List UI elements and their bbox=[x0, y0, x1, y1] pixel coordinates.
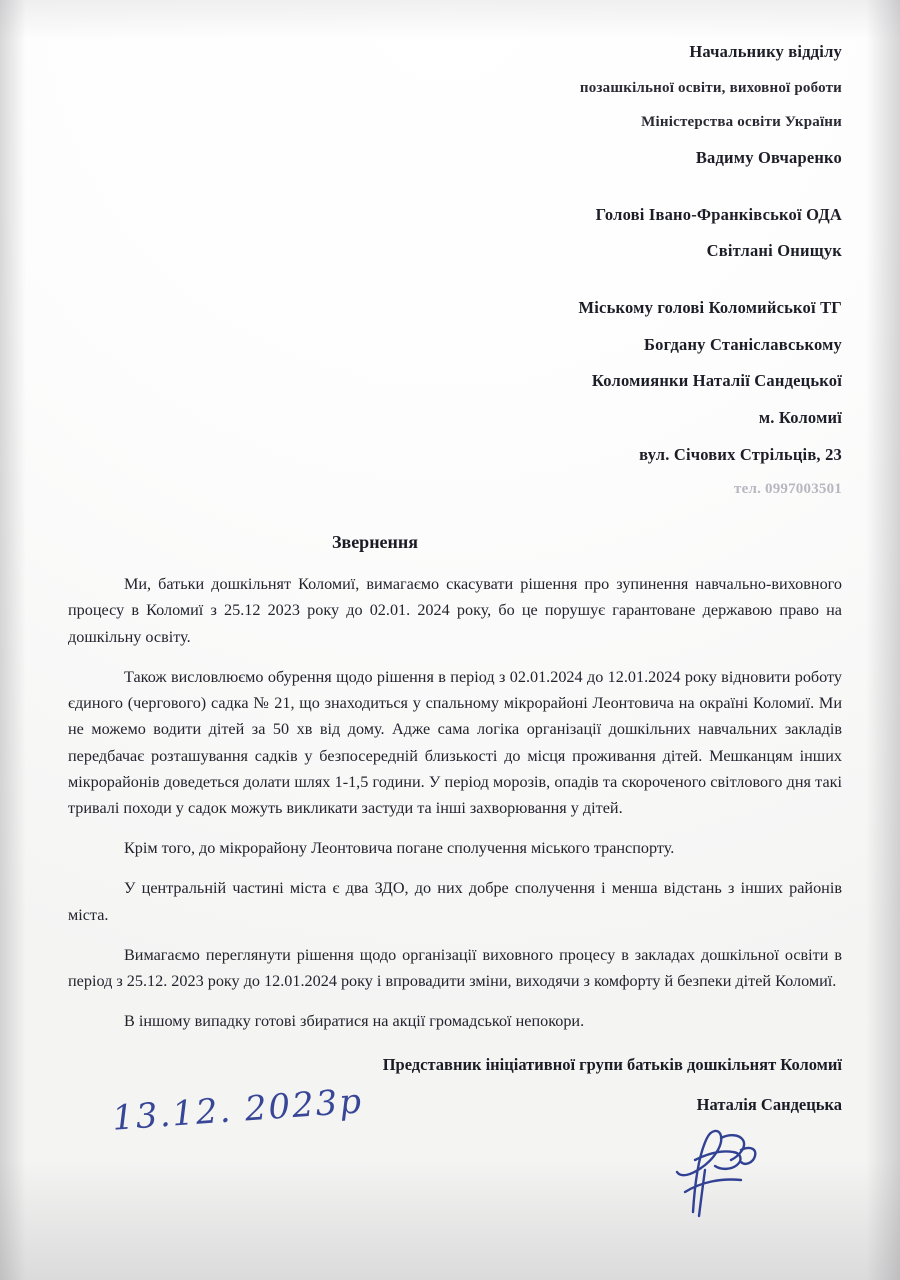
body-paragraph: У центральній частині міста є два ЗДО, до них добре сполучення і менша відстань з інших районів міста. bbox=[68, 879, 842, 924]
body-paragraph: Вимагаємо переглянути рішення щодо організації виховного процесу в закладах дошкільної освіти в період з 25.12. 2023 року до 12.01.2024 року і впровадити зміни, виходячи з комфорту й безпеки дітей Коломиї. bbox=[68, 945, 842, 991]
addressee-line: м. Коломиї bbox=[758, 407, 842, 427]
addressee-line: вул. Січових Стрільців, 23 bbox=[639, 444, 842, 464]
body-paragraph: В іншому випадку готові збиратися на акції громадської непокори. bbox=[124, 1012, 585, 1031]
body-paragraph: Крім того, до мікрорайону Леонтовича погане сполучення міського транспорту. bbox=[124, 839, 675, 858]
addressee-line: Вадиму Овчаренко bbox=[695, 148, 842, 168]
page-shading-left bbox=[0, 0, 26, 1280]
addressee-line: Міністерства освіти України bbox=[641, 114, 842, 131]
addressee-line: Начальнику відділу bbox=[689, 42, 842, 61]
addressee-spacer bbox=[68, 185, 842, 205]
addressee-spacer bbox=[68, 278, 842, 298]
handwritten-date: 13.12. 2023р bbox=[110, 1081, 365, 1139]
signature-role: Представник ініціативної групи батьків дошкільнят Коломиї bbox=[382, 1054, 842, 1074]
addressee-line: Коломиянки Наталії Сандецької bbox=[591, 371, 842, 391]
addressee-line: Світлані Онищук bbox=[706, 241, 842, 261]
body-paragraph: Ми, батьки дошкільнят Коломиї, вимагаємо скасувати рішення про зупинення навчально-виховного процесу в Коломиї з 25.12 2023 року до 02.01. 2024 року, бо це порушує гарантоване державою право на дошкільну освіту. bbox=[68, 575, 842, 646]
body-paragraph: Також висловлюємо обурення щодо рішення в період з 02.01.2024 до 12.01.2024 року відновити роботу єдиного (чергового) садка № 21, що знаходиться у спальному мікрорайоні Леонтовича на окраїні Коломиї. Ми не можемо водити дітей за 50 хв від дому. Адже сама логіка організації дошкільних навчальних закладів передбачає розташування садків у безпосередній близькості до місця проживання дітей. Мешканцям інших мікрорайонів доведеться долати шлях 1-1,5 години. У період морозів, опадів та скороченого світлового дня такі тривалі походи у садок можуть викликати застуди та інші захворювання у дітей. bbox=[68, 667, 842, 817]
page-shading-top bbox=[0, 0, 900, 40]
addressee-line: Богдану Станіславському bbox=[644, 334, 842, 354]
addressee-block bbox=[68, 42, 842, 498]
document-body bbox=[68, 571, 842, 1035]
addressee-line: Голові Івано-Франківської ОДА bbox=[595, 204, 842, 224]
document-content bbox=[68, 42, 842, 1119]
handwritten-signature-icon bbox=[655, 1120, 785, 1230]
addressee-line: Міському голові Коломийської ТГ bbox=[578, 298, 842, 317]
page-title: Звернення bbox=[331, 532, 419, 553]
contact-phone: тел. 0997003501 bbox=[734, 481, 842, 498]
page-shading-right bbox=[866, 0, 900, 1280]
addressee-line: позашкільної освіти, виховної роботи bbox=[579, 79, 842, 96]
signature-name: Наталія Сандецька bbox=[696, 1094, 842, 1114]
